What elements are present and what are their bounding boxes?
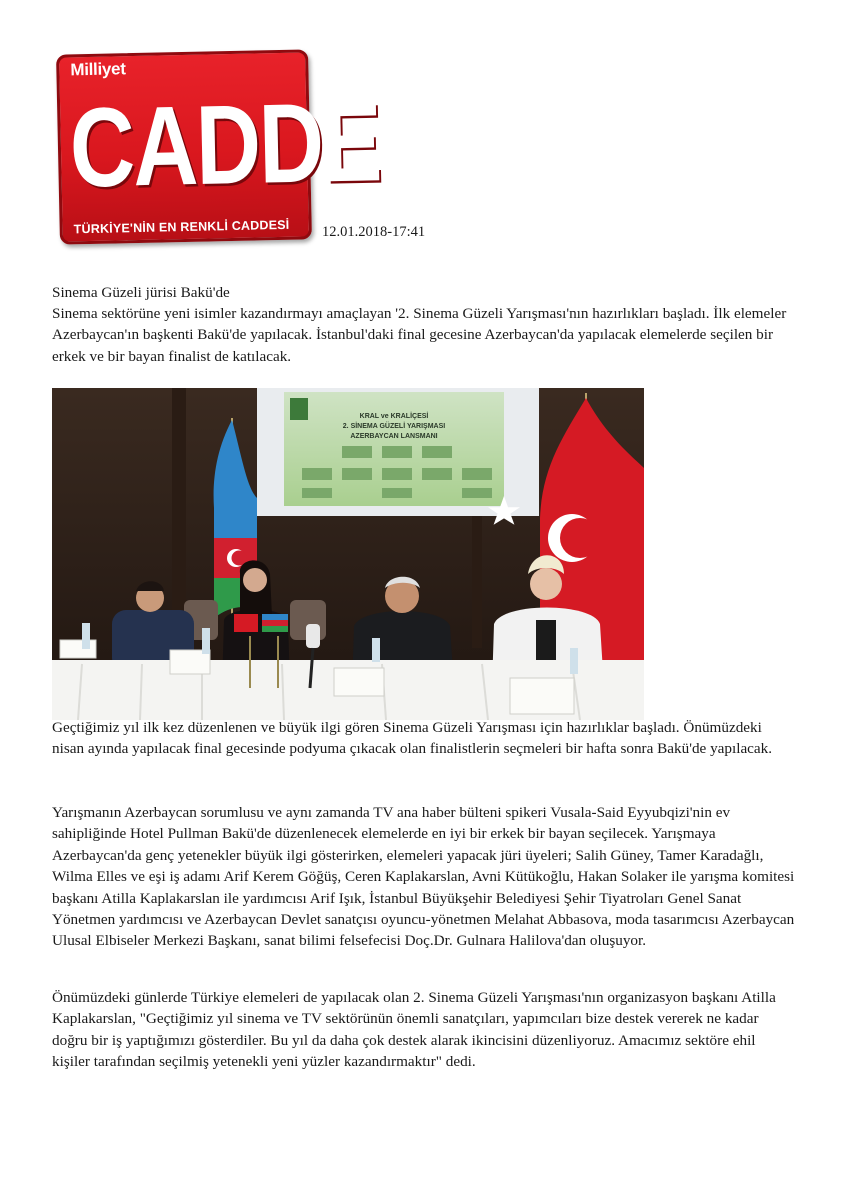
screen-line-1: KRAL ve KRALİÇESİ: [359, 413, 429, 420]
article-paragraph-3: Önümüzdeki günlerde Türkiye elemeleri de yapılacak olan 2. Sinema Güzeli Yarışması'nın organizasyon başkanı Atilla Kaplakarslan, "Geçtiğimiz yıl sinema ve TV sektörünün önemli sanatçıları, yapımcıları bize destek vererek ne kadar doğru bir iş yaptığımızı gösterdiler. Bu yıl da daha çok destek alarak ikincisini düzenliyoruz. Amacımız sektöre ehil kişiler tarafından seçilmiş yetenekli yeni yüzler kazandırmaktır" dedi.: [52, 989, 776, 1071]
publish-date: 12.01.2018-17:41: [322, 224, 426, 240]
article-title: Sinema Güzeli jürisi Bakü'de: [52, 284, 230, 301]
logo-wordmark: CADDE: [68, 80, 382, 212]
article-paragraph-2: Yarışmanın Azerbaycan sorumlusu ve aynı zamanda TV ana haber bülteni spikeri Vusala-Said Eyyubqizi'nin ev sahipliğinde Hotel Pullman Bakü'de düzenlenecek elemelerde en iyi bir erkek bir bayan seçilecek. Yarışmaya Azerbaycan'da genç yetenekler büyük ilgi gösterirken, elemeleri yapacak jüri üyeleri; Salih Güney, Tamer Karadağlı, Wilma Elles ve eşi iş adamı Arif Kerem Göğüş, Ceren Kaplakarslan, Avni Kütükoğlu, Hakan Solaker ile yarışma komitesi başkanı Atilla Kaplakarslan ile yardımcısı Arif Işık, İstanbul Büyükşehir Belediyesi Şehir Tiyatroları Genel Sanat Yönetmen yardımcısı ve Azerbaycan Devlet sanatçısı oyuncu-yönetmen Melahat Abbasova, moda tasarımcısı Azerbaycan Ulusal Elbiseler Merkezi Başkanı, sanat bilimi felsefecisi Doç.Dr. Gulnara Halilova'dan oluşuyor.: [52, 804, 795, 950]
article-paragraph-1: Geçtiğimiz yıl ilk kez düzenlenen ve büyük ilgi gören Sinema Güzeli Yarışması için hazırlıklar başladı. Önümüzdeki nisan ayında yapılacak final gecesinde podyuma çıkacak olan finalistlerin seçmeleri bir hafta sonra Bakü'de yapılacak.: [52, 719, 773, 758]
press-conference-photo: [52, 388, 644, 720]
screen-line-2: 2. SİNEMA GÜZELİ YARIŞMASI: [342, 423, 446, 430]
logo-brand: Milliyet: [70, 59, 126, 80]
logo-tagline: TÜRKİYE'NİN EN RENKLİ CADDESİ: [73, 217, 290, 237]
article-lead: Sinema sektörüne yeni isimler kazandırmayı amaçlayan '2. Sinema Güzeli Yarışması'nın hazırlıkları başladı. İlk elemeler Azerbaycan'ın başkenti Bakü'de yapılacak. İstanbul'daki final gecesine Azerbaycan'da yapılacak elemelerde seçilen bir erkek ve bir bayan finalist de katılacak.: [52, 305, 787, 365]
screen-line-3: AZERBAYCAN LANSMANI: [350, 433, 438, 440]
